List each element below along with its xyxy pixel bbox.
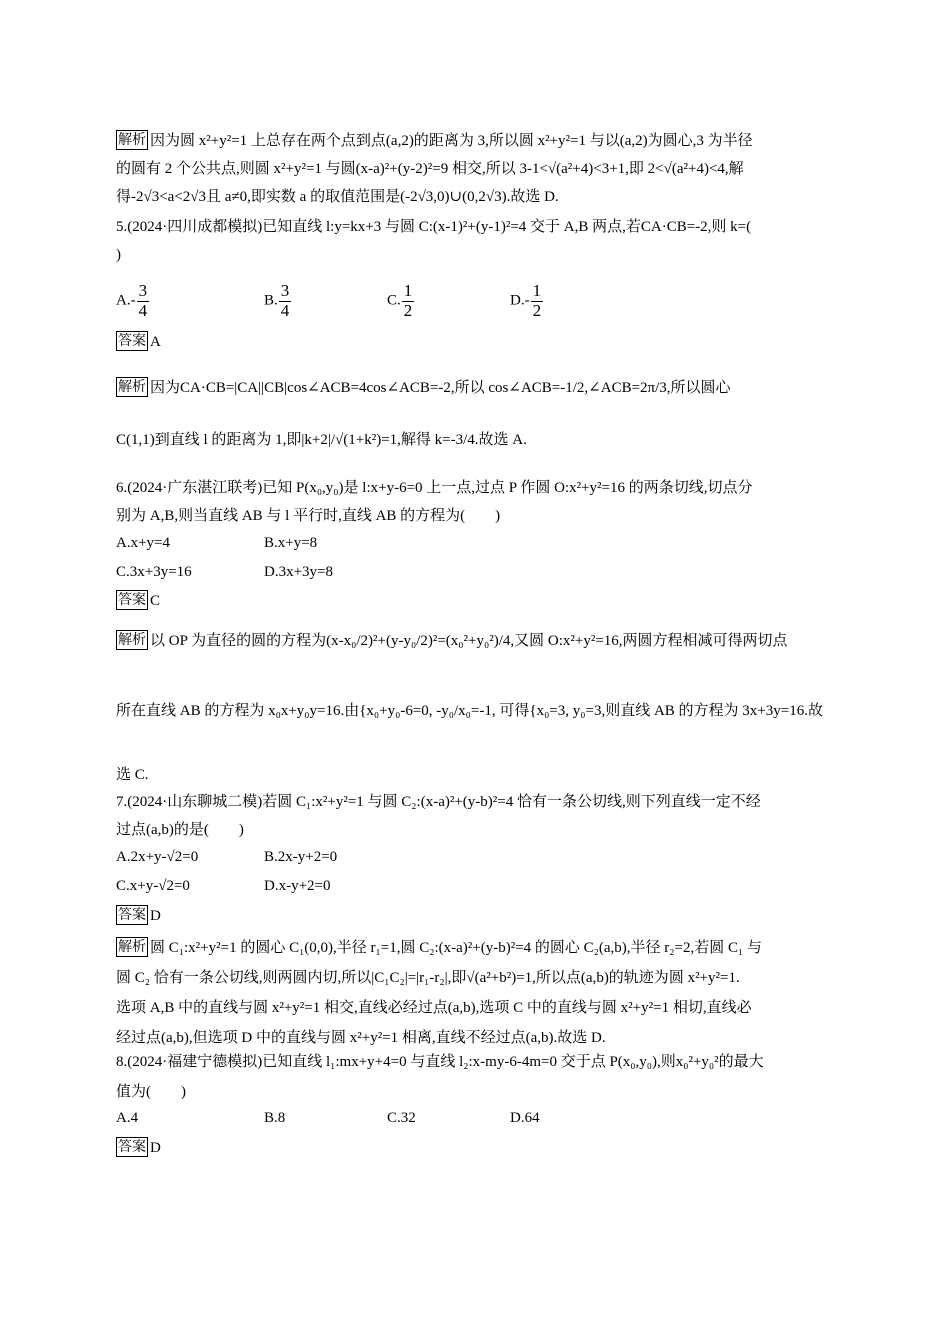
- q6-options-row2: [116, 558, 832, 586]
- q6-answer-value: C: [150, 593, 161, 609]
- q7-analysis-line3: 选项 A,B 中的直线与圆 x²+y²=1 相交,直线必经过点(a,b),选项 C 中的直线与圆 x²+y²=1 相切,直线必: [116, 1000, 752, 1016]
- q8-answer-value: D: [150, 1140, 161, 1156]
- q8-stem-line2: 值为( ): [116, 1084, 186, 1100]
- q4-analysis-line3: 得-2√3<a<2√3且 a≠0,即实数 a 的取值范围是(-2√3,0)∪(0,2√3).故选 D.: [116, 189, 559, 205]
- q7-answer: [116, 902, 832, 930]
- q6-stem-line2: 别为 A,B,则当直线 AB 与 l 平行时,直线 AB 的方程为( ): [116, 508, 501, 524]
- q8-option-c: C.32: [387, 1110, 416, 1126]
- q6-analysis: [116, 626, 832, 790]
- q5-option-c: C. $\frac{1}{2}$: [387, 281, 413, 320]
- q4-analysis-line2: 的圆有 2 个公共点,则圆 x²+y²=1 与圆(x-a)²+(y-2)²=9 相交,所以 3-1<√(a²+4)<3+1,即 2<√(a²+4)<4,解: [116, 161, 744, 177]
- q7-analysis-line2: 圆 C₂ 恰有一条公切线,则两圆内切,所以|C₁C₂|=|r₁-r₂|,即√(a²+b²)=1,所以点(a,b)的轨迹为圆 x²+y²=1.: [116, 970, 740, 986]
- q7-stem-line1: 7.(2024·山东聊城二模)若圆 C₁:x²+y²=1 与圆 C₂:(x-a)²+(y-b)²=4 恰有一条公切线,则下列直线一定不经: [116, 794, 761, 810]
- q7-stem-line2: 过点(a,b)的是( ): [116, 822, 244, 838]
- q7-analysis-line4: 经过点(a,b),但选项 D 中的直线与圆 x²+y²=1 相离,直线不经过点(a,b).故选 D.: [116, 1030, 606, 1046]
- q6-stem: [116, 474, 832, 530]
- q5-options: [116, 282, 832, 322]
- q5-option-b: B. $\frac{3}{4}$: [264, 281, 290, 320]
- answer-tag: 答案: [118, 907, 146, 923]
- q4-analysis: [116, 127, 832, 211]
- q5-answer: [116, 328, 832, 356]
- analysis-tag: 解析: [118, 939, 146, 955]
- q6-option-b: B.x+y=8: [264, 535, 318, 551]
- q7-option-d: D.x-y+2=0: [264, 878, 331, 894]
- q7-stem: [116, 788, 832, 844]
- q8-option-d: D.64: [510, 1110, 540, 1126]
- q8-stem: [116, 1047, 832, 1107]
- q5-stem-line2: ): [116, 247, 121, 263]
- q5-answer-value: A: [150, 334, 161, 350]
- q7-answer-value: D: [150, 908, 161, 924]
- q7-options-row1: [116, 843, 832, 871]
- q7-analysis: [116, 933, 832, 1053]
- q6-options-row1: [116, 529, 832, 557]
- q6-answer: [116, 587, 832, 615]
- q6-option-a: A.x+y=4: [116, 535, 171, 551]
- analysis-tag: 解析: [118, 632, 146, 648]
- q8-option-a: A.4: [116, 1110, 139, 1126]
- analysis-tag: 解析: [118, 379, 146, 395]
- q7-options-row2: [116, 872, 832, 900]
- q6-option-d: D.3x+3y=8: [264, 564, 334, 580]
- q5-analysis-line1: 因为CA·CB=|CA||CB|cos∠ACB=4cos∠ACB=-2,所以 cos∠ACB=-1/2,∠ACB=2π/3,所以圆心: [150, 380, 731, 396]
- q5-stem: [116, 213, 832, 269]
- answer-tag: 答案: [118, 592, 146, 608]
- q4-analysis-line1: 因为圆 x²+y²=1 上总存在两个点到点(a,2)的距离为 3,所以圆 x²+y²=1 与以(a,2)为圆心,3 为半径: [150, 133, 753, 149]
- q6-analysis-line3: 选 C.: [116, 767, 149, 783]
- q7-analysis-line1: 圆 C₁:x²+y²=1 的圆心 C₁(0,0),半径 r₁=1,圆 C₂:(x-a)²+(y-b)²=4 的圆心 C₂(a,b),半径 r₂=2,若圆 C₁ 与: [150, 940, 762, 956]
- q8-options: [116, 1104, 832, 1132]
- q7-option-b: B.2x-y+2=0: [264, 849, 338, 865]
- q8-option-b: B.8: [264, 1110, 286, 1126]
- q5-stem-line1: 5.(2024·四川成都模拟)已知直线 l:y=kx+3 与圆 C:(x-1)²+(y-1)²=4 交于 A,B 两点,若CA·CB=-2,则 k=(: [116, 219, 752, 235]
- answer-tag: 答案: [118, 1139, 146, 1155]
- q6-stem-line1: 6.(2024·广东湛江联考)已知 P(x₀,y₀)是 l:x+y-6=0 上一点,过点 P 作圆 O:x²+y²=16 的两条切线,切点分: [116, 480, 753, 496]
- q5-analysis-line2: C(1,1)到直线 l 的距离为 1,即|k+2|/√(1+k²)=1,解得 k=-3/4.故选 A.: [116, 432, 527, 448]
- q6-option-c: C.3x+3y=16: [116, 564, 192, 580]
- q5-analysis: [116, 366, 832, 462]
- q8-stem-line1: 8.(2024·福建宁德模拟)已知直线 l₁:mx+y+4=0 与直线 l₂:x-my-6-4m=0 交于点 P(x₀,y₀),则x₀²+y₀²的最大: [116, 1054, 764, 1070]
- q5-option-d: D.- $\frac{1}{2}$: [510, 281, 542, 320]
- q6-analysis-line2: 所在直线 AB 的方程为 x₀x+y₀y=16.由{x₀+y₀-6=0, -y₀/x₀=-1, 可得{x₀=3, y₀=3,则直线 AB 的方程为 3x+3y=16.故: [116, 703, 823, 719]
- q5-option-a: A.- $\frac{3}{4}$: [116, 281, 148, 320]
- analysis-tag: 解析: [118, 132, 146, 148]
- q6-analysis-line1: 以 OP 为直径的圆的方程为(x-x₀/2)²+(y-y₀/2)²=(x₀²+y₀²)/4,又圆 O:x²+y²=16,两圆方程相减可得两切点: [150, 633, 788, 649]
- answer-tag: 答案: [118, 333, 146, 349]
- q8-answer: [116, 1134, 832, 1162]
- q7-option-c: C.x+y-√2=0: [116, 878, 190, 894]
- q7-option-a: A.2x+y-√2=0: [116, 849, 199, 865]
